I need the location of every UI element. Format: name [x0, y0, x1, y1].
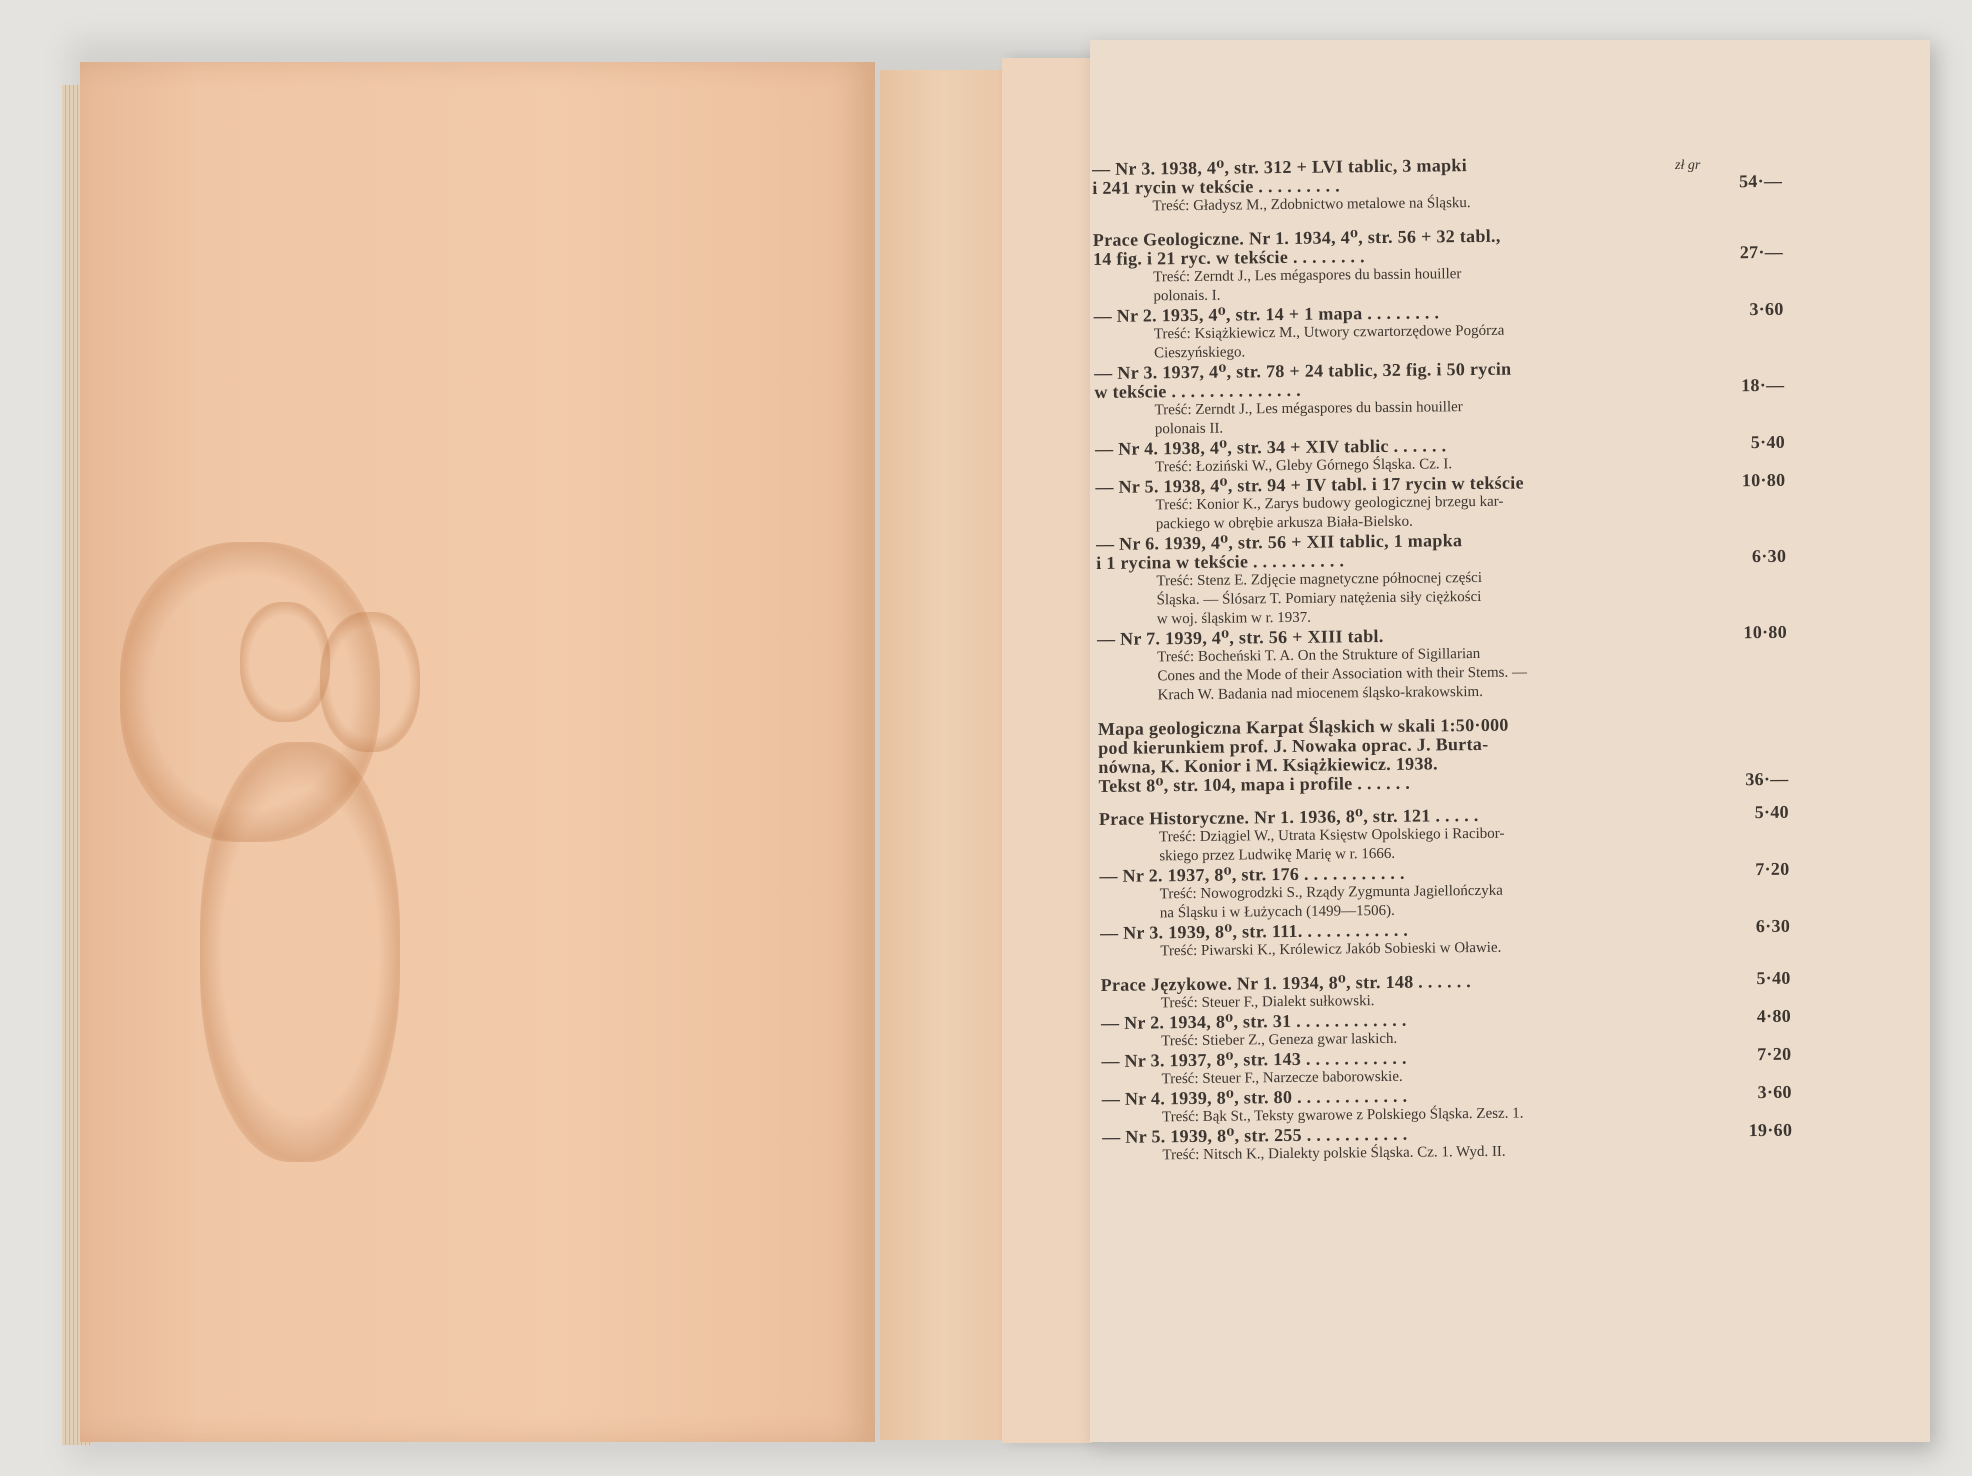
entry-text: Treść: Bąk St., Teksty gwarowe z Polskiego Śląska. Zesz. 1.	[1161, 1105, 1524, 1126]
entry-price: 54·—	[1738, 170, 1783, 192]
entry-price: 10·80	[1743, 621, 1788, 643]
entry-price: 7·20	[1755, 858, 1790, 880]
entry-text: polonais II.	[1154, 420, 1224, 438]
entry-text: Treść: Gładysz M., Zdobnictwo metalowe na Śląsku.	[1152, 195, 1471, 215]
entry-price: 27·—	[1739, 241, 1784, 263]
entry-text: Treść: Nowogrodzki S., Rządy Zygmunta Jagiellończyka	[1159, 882, 1503, 903]
entry-text: i 241 rycin w tekście . . . . . . . . .	[1092, 175, 1341, 198]
entry-price: 3·60	[1749, 298, 1784, 320]
left-page-blank	[80, 62, 875, 1442]
entry-text: Cieszyńskiego.	[1153, 344, 1246, 362]
entry-text: skiego przez Ludwikę Marię w r. 1666.	[1159, 845, 1396, 865]
entry-text: — Nr 4. 1939, 8⁰, str. 80 . . . . . . . . . . . .	[1101, 1085, 1408, 1109]
entry-price: 5·40	[1756, 967, 1791, 989]
entry-price: 6·30	[1755, 915, 1791, 937]
entry-text: Prace Geologiczne. Nr 1. 1934, 4⁰, str. 56 + 32 tabl.,	[1092, 225, 1501, 250]
entry-text: — Nr 6. 1939, 4⁰, str. 56 + XII tablic, 1 mapka	[1095, 530, 1463, 554]
entry-text: w woj. śląskim w r. 1937.	[1156, 609, 1312, 628]
entry-price: 5·40	[1754, 801, 1789, 823]
entry-price: 7·20	[1757, 1043, 1792, 1065]
entry-text: Treść: Steuer F., Dialekt sułkowski.	[1160, 993, 1375, 1012]
entry-text: — Nr 3. 1939, 8⁰, str. 111. . . . . . . . . . . .	[1099, 919, 1409, 943]
entry-text: — Nr 7. 1939, 4⁰, str. 56 + XIII tabl.	[1096, 625, 1384, 649]
entry-text: Treść: Zerndt J., Les mégaspores du bassin houiller	[1154, 399, 1463, 419]
gutter-strip	[880, 70, 1005, 1440]
entry-text: — Nr 5. 1938, 4⁰, str. 94 + IV tabl. i 17 rycin w tekście	[1095, 472, 1524, 497]
water-stain	[320, 612, 420, 752]
entry-text: — Nr 3. 1937, 4⁰, str. 78 + 24 tablic, 32 fig. i 50 rycin	[1094, 358, 1512, 383]
entry-text: — Nr 2. 1934, 8⁰, str. 31 . . . . . . . . . . . .	[1100, 1009, 1407, 1033]
entry-text: packiego w obrębie arkusza Biała-Bielsko.	[1155, 513, 1413, 533]
entry-price: 18·—	[1741, 374, 1785, 396]
entry-text: — Nr 2. 1935, 4⁰, str. 14 + 1 mapa . . . . . . . .	[1093, 302, 1440, 326]
price-column-header: zł gr	[1675, 158, 1701, 173]
entry-text: polonais. I.	[1153, 287, 1221, 305]
entry-text: Śląska. — Ślósarz T. Pomiary natężenia siły ciężkości	[1156, 588, 1482, 609]
entry-text: Krach W. Badania nad miocenem śląsko-krakowskim.	[1157, 683, 1484, 704]
catalog-text	[1091, 153, 1793, 1166]
water-stain	[240, 602, 330, 722]
entry-text: Treść: Nitsch K., Dialekty polskie Śląska. Cz. 1. Wyd. II.	[1162, 1143, 1506, 1164]
entry-text: Tekst 8⁰, str. 104, mapa i profile . . . . . .	[1098, 772, 1411, 796]
entry-text: Treść: Piwarski K., Królewicz Jakób Sobieski w Oławie.	[1160, 939, 1502, 960]
entry-price: 4·80	[1756, 1005, 1792, 1027]
entry-text: — Nr 4. 1938, 4⁰, str. 34 + XIV tablic . . . . . .	[1094, 435, 1447, 459]
entry-price: 36·—	[1745, 768, 1789, 790]
entry-text: Treść: Bocheński T. A. On the Strukture of Sigillarian	[1157, 645, 1481, 666]
entry-text: — Nr 3. 1938, 4⁰, str. 312 + LVI tablic, 3 mapki	[1091, 155, 1468, 179]
entry-text: na Śląsku i w Łużycach (1499—1506).	[1159, 902, 1395, 922]
entry-text: nówna, K. Konior i M. Książkiewicz. 1938.	[1098, 753, 1438, 777]
entry-text: Treść: Książkiewicz M., Utwory czwartorzędowe Pogórza	[1153, 322, 1505, 343]
entry-price: 3·60	[1757, 1081, 1792, 1103]
entry-text: Cones and the Mode of their Association with their Stems. —	[1157, 664, 1528, 685]
entry-text: w tekście . . . . . . . . . . . . . .	[1094, 379, 1302, 402]
entry-text: — Nr 2. 1937, 8⁰, str. 176 . . . . . . . . . . .	[1099, 862, 1405, 886]
entry-text: Mapa geologiczna Karpat Śląskich w skali 1:50·000	[1097, 714, 1509, 739]
entry-text: — Nr 3. 1937, 8⁰, str. 143 . . . . . . . . . . .	[1101, 1047, 1407, 1071]
entry-text: — Nr 5. 1939, 8⁰, str. 255 . . . . . . . . . . .	[1102, 1123, 1408, 1147]
entry-text: Treść: Konior K., Zarys budowy geologicznej brzegu kar-	[1155, 493, 1504, 514]
water-stain	[200, 742, 400, 1162]
entry-price: 6·30	[1751, 545, 1787, 567]
entry-text: Treść: Łoziński W., Gleby Górnego Śląska. Cz. I.	[1155, 456, 1453, 476]
entry-price: 5·40	[1750, 431, 1786, 453]
fold-strip	[1002, 58, 1092, 1443]
entry-text: Treść: Steuer F., Narzecze baborowskie.	[1161, 1068, 1403, 1088]
entry-text: Treść: Dziągiel W., Utrata Księstw Opolskiego i Racibor-	[1159, 825, 1505, 846]
entry-text: i 1 rycina w tekście . . . . . . . . . .	[1096, 550, 1345, 573]
entry-text: Prace Językowe. Nr 1. 1934, 8⁰, str. 148 . . . . . .	[1100, 971, 1472, 995]
entry-price: 10·80	[1741, 469, 1786, 491]
entry-text: Prace Historyczne. Nr 1. 1936, 8⁰, str. 121 . . . . .	[1098, 804, 1479, 829]
entry-text: Treść: Stieber Z., Geneza gwar laskich.	[1161, 1030, 1398, 1050]
entry-text: 14 fig. i 21 ryc. w tekście . . . . . . . .	[1092, 246, 1365, 269]
entry-price: 19·60	[1748, 1119, 1793, 1141]
entry-text: Treść: Zerndt J., Les mégaspores du bassin houiller	[1153, 266, 1462, 286]
entry-text: pod kierunkiem prof. J. Nowaka oprac. J. Burta-	[1098, 733, 1489, 758]
entry-text: Treść: Stenz E. Zdjęcie magnetyczne północnej części	[1156, 569, 1483, 590]
